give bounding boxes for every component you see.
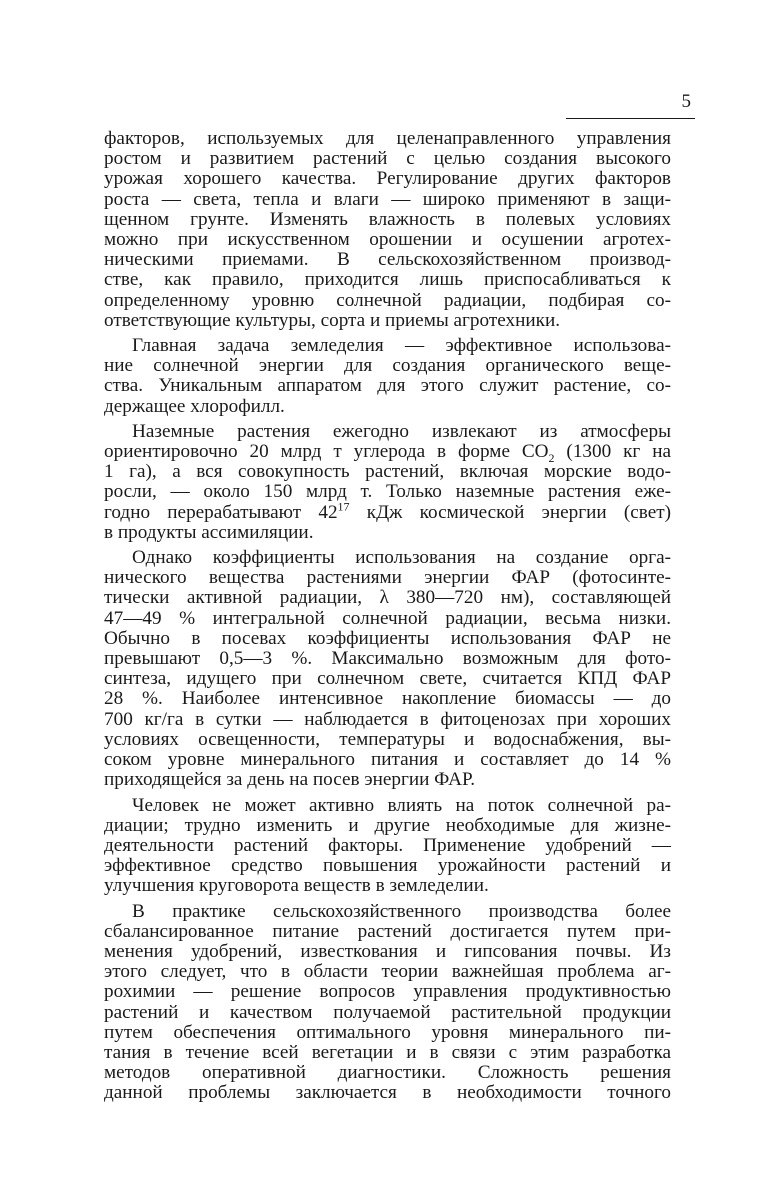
text-line: стве, как правило, приходится лишь приспосабливаться к xyxy=(104,269,671,291)
text-line: 47—49 % интегральной солнечной радиации, весьма низки. xyxy=(104,607,671,629)
text-line: данной проблемы заключается в необходимости точного xyxy=(104,1082,671,1104)
text-chunk: ориентировочно 20 млрд т углерода в форме CO xyxy=(104,441,549,463)
text-line: эффективное средство повышения урожайности растений и xyxy=(104,855,671,877)
text-line: условиях освещенности, температуры и водоснабжения, вы- xyxy=(104,728,671,750)
text-line: синтеза, идущего при солнечном свете, считается КПД ФАР xyxy=(104,668,671,690)
energy-superscript: 17 xyxy=(337,499,350,514)
paragraph-3 xyxy=(104,422,671,543)
text-line: ростом и развитием растений с целью создания высокого xyxy=(104,148,671,170)
text-line: факторов, используемых для целенаправленного управления xyxy=(104,128,671,149)
text-chunk: годно перерабатывают 42 xyxy=(104,501,338,523)
text-line xyxy=(104,499,671,523)
text-line: Наземные растения ежегодно извлекают из атмосферы xyxy=(132,420,671,442)
text-line: можно при искусственном орошении и осушении агротех- xyxy=(104,229,671,251)
text-line: щенном грунте. Изменять влажность в полевых условиях xyxy=(104,208,671,230)
text-line: Главная задача земледелия — эффективное использова- xyxy=(132,335,671,357)
text-line: 28 %. Наиболее интенсивное накопление биомассы — до xyxy=(104,688,671,710)
text-line: методов оперативной диагностики. Сложность решения xyxy=(104,1062,671,1084)
page-number: 5 xyxy=(681,91,691,112)
paragraph-1 xyxy=(104,129,671,331)
text-chunk: (1300 кг на xyxy=(554,441,671,463)
text-line: 1 га), а вся совокупность растений, включая морские водо- xyxy=(104,461,671,483)
text-line: ние солнечной энергии для создания органического веще- xyxy=(104,355,671,377)
text-line: диации; трудно изменить и другие необходимые для жизне- xyxy=(104,814,671,836)
text-line: ства. Уникальным аппаратом для этого служит растение, со- xyxy=(104,375,671,397)
paragraph-4 xyxy=(104,548,671,790)
text-line: Обычно в посевах коэффициенты использования ФАР не xyxy=(104,627,671,649)
text-line: превышают 0,5—3 %. Максимально возможным для фото- xyxy=(104,648,671,670)
text-line: росли, — около 150 млрд т. Только наземные растения еже- xyxy=(104,481,671,503)
text-line: Человек не может активно влиять на поток солнечной ра- xyxy=(132,794,671,816)
co2-subscript: 2 xyxy=(548,450,555,465)
text-line: держащее хлорофилл. xyxy=(104,395,285,417)
text-line: этого следует, что в области теории важнейшая проблема аг- xyxy=(104,961,671,983)
text-line: тания в течение всей вегетации и в связи с этим разработка xyxy=(104,1041,671,1063)
text-line: путем обеспечения оптимального уровня минерального пи- xyxy=(104,1021,671,1043)
header-rule xyxy=(566,118,695,119)
text-line: 700 кг/га в сутки — наблюдается в фитоценозах при хороших xyxy=(104,708,671,730)
text-line: Однако коэффициенты использования на создание орга- xyxy=(132,547,671,569)
text-line xyxy=(104,441,671,465)
text-line: приходящейся за день на посев энергии ФАР. xyxy=(104,769,476,791)
text-chunk: кДж космической энергии (свет) xyxy=(349,501,671,523)
text-line: определенному уровню солнечной радиации, подбирая со- xyxy=(104,289,671,311)
text-line: урожая хорошего качества. Регулирование других факторов xyxy=(104,168,671,190)
text-line: улучшения круговорота веществ в земледелии. xyxy=(104,875,489,897)
text-line: роста — света, тепла и влаги — широко применяют в защи- xyxy=(104,188,671,210)
paragraph-6 xyxy=(104,902,671,1104)
text-line: в продукты ассимиляции. xyxy=(104,521,314,543)
text-line: В практике сельскохозяйственного производства более xyxy=(132,900,671,922)
text-line: сбалансированное питание растений достигается путем при- xyxy=(104,920,671,942)
text-line: ническими приемами. В сельскохозяйственном производ- xyxy=(104,249,671,271)
text-line: деятельности растений факторы. Применение удобрений — xyxy=(104,834,671,856)
paragraph-2 xyxy=(104,336,671,417)
text-line: ответствующие культуры, сорта и приемы агротехники. xyxy=(104,309,561,331)
text-line: соком уровне минерального питания и составляет до 14 % xyxy=(104,749,671,771)
text-line: тически активной радиации, λ 380—720 нм), составляющей xyxy=(104,587,671,609)
text-line: рохимии — решение вопросов управления продуктивностью xyxy=(104,981,671,1003)
text-line: менения удобрений, известкования и гипсования почвы. Из xyxy=(104,940,671,962)
paragraph-5 xyxy=(104,796,671,897)
text-line: нического вещества растениями энергии ФАР (фотосинте- xyxy=(104,567,671,589)
text-line: растений и качеством получаемой растительной продукции xyxy=(104,1001,671,1023)
body-text xyxy=(104,129,671,1109)
